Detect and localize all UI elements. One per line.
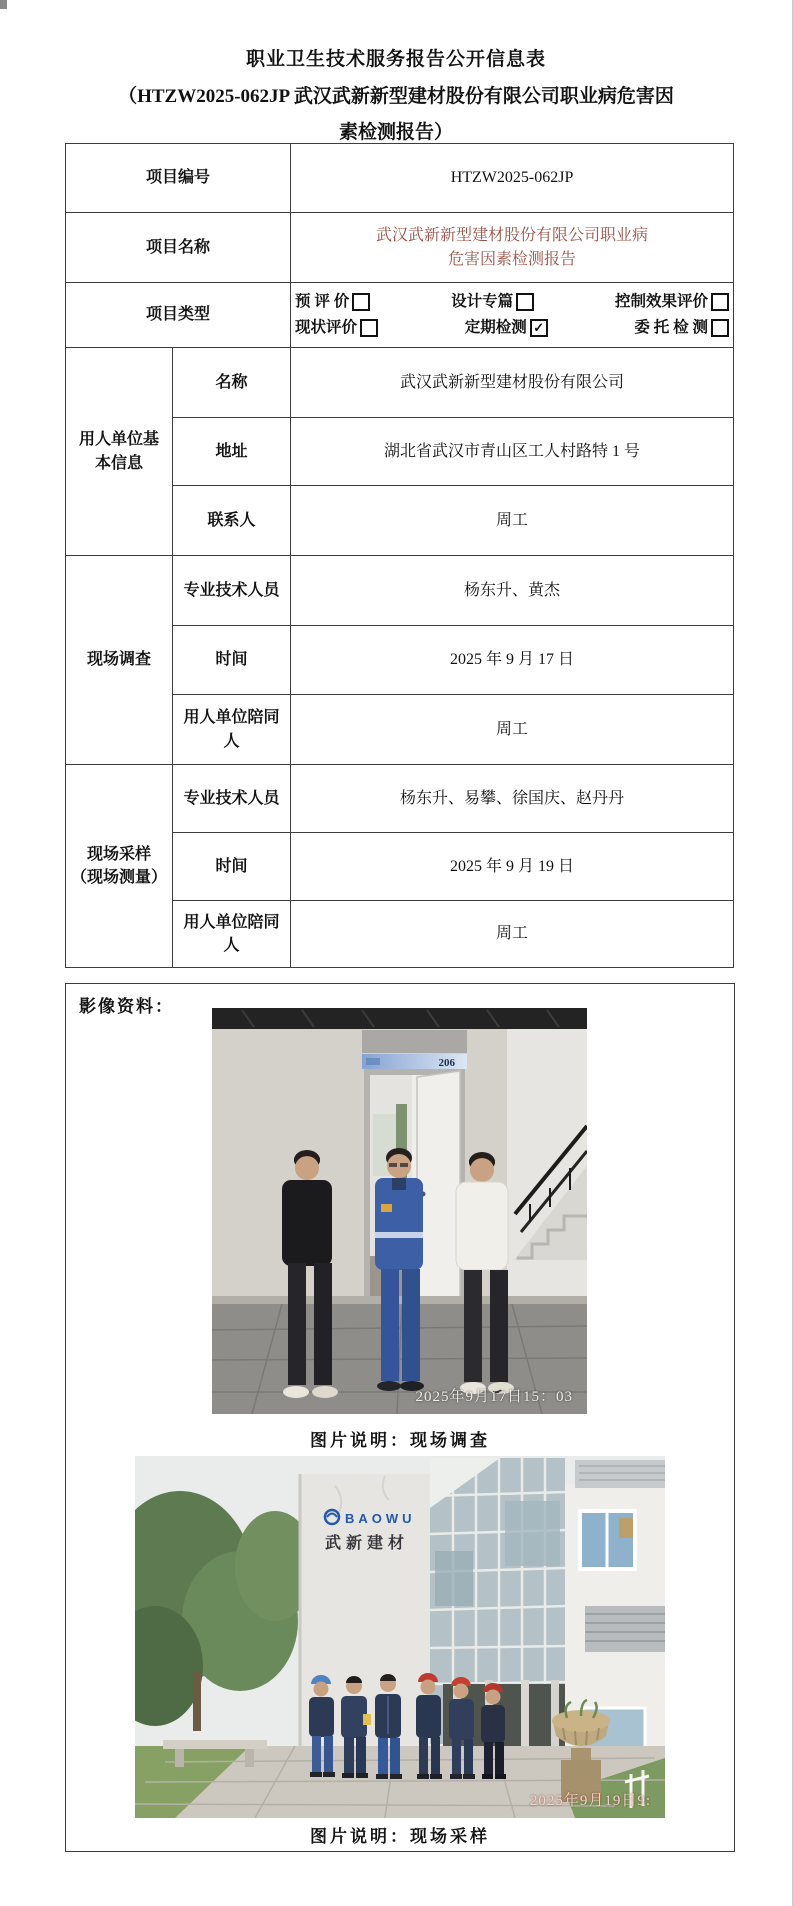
- checkbox-checked: ✓: [530, 319, 548, 337]
- project-name-line2: 危害因素检测报告: [448, 250, 577, 268]
- sampling-staff-label: 专业技术人员: [173, 765, 291, 833]
- employer-address-label: 地址: [173, 418, 291, 486]
- survey-escort-label: 用人单位陪同人: [173, 695, 291, 765]
- type-options-line2: [295, 317, 729, 339]
- sampling-staff-value: 杨东升、易攀、徐国庆、赵丹丹: [291, 765, 734, 833]
- employer-section-label: 用人单位基 本信息: [66, 348, 173, 556]
- project-name-label: 项目名称: [66, 213, 291, 283]
- project-type-label: 项目类型: [66, 283, 291, 348]
- photo-caption-sampling: 图片说明：现场采样: [310, 1827, 490, 1846]
- checkbox-unchecked: [711, 319, 729, 337]
- photo-scene-outdoor: [135, 1456, 665, 1818]
- employer-name-label: 名称: [173, 348, 291, 418]
- site-photo-sampling: [135, 1456, 665, 1818]
- baowu-logo-text: BAOWU: [345, 1511, 416, 1526]
- project-no-value: HTZW2025-062JP: [291, 144, 734, 213]
- type-option: 委 托 检 测: [634, 317, 729, 339]
- room-number-text: 206: [438, 1057, 455, 1069]
- scan-artifact: [0, 0, 7, 9]
- sampling-time-label: 时间: [173, 833, 291, 901]
- survey-time-value: 2025 年 9 月 17 日: [291, 626, 734, 695]
- table-row: [66, 348, 734, 418]
- employer-address-value: 湖北省武汉市青山区工人村路特 1 号: [291, 418, 734, 486]
- type-option: 现状评价: [295, 317, 378, 339]
- media-section: [65, 983, 735, 1852]
- ceiling: [212, 1008, 587, 1029]
- project-name-line1: 武汉武新新型建材股份有限公司职业病: [376, 227, 649, 245]
- report-info-table: [65, 143, 734, 968]
- sampling-escort-label: 用人单位陪同人: [173, 901, 291, 968]
- site-photo-survey: [212, 1008, 587, 1414]
- table-row: [66, 213, 734, 283]
- building-name-text: 武新建材: [325, 1535, 410, 1552]
- type-option: 控制效果评价: [615, 291, 729, 313]
- type-option: 预 评 价: [295, 291, 370, 313]
- table-row: [66, 144, 734, 213]
- survey-staff-label: 专业技术人员: [173, 556, 291, 626]
- checkbox-unchecked: [711, 293, 729, 311]
- table-row: [66, 556, 734, 626]
- sampling-escort-value: 周工: [291, 901, 734, 968]
- survey-escort-value: 周工: [291, 695, 734, 765]
- page-title: 职业卫生技术服务报告公开信息表: [245, 49, 546, 70]
- page-subtitle-line1: （HTZW2025-062JP 武汉武新新型建材股份有限公司职业病危害因: [118, 86, 674, 107]
- project-no-label: 项目编号: [66, 144, 291, 213]
- employer-name-value: 武汉武新新型建材股份有限公司: [291, 348, 734, 418]
- photo-timestamp: 2025年9月19日9:: [529, 1793, 651, 1809]
- survey-time-label: 时间: [173, 626, 291, 695]
- checkbox-unchecked: [360, 319, 378, 337]
- employer-contact-value: 周工: [291, 486, 734, 556]
- photo-timestamp: 2025年9月17日15：03: [415, 1389, 573, 1405]
- photo-scene-indoor: [212, 1008, 587, 1414]
- table-row: [66, 283, 734, 348]
- project-name-value: [291, 213, 734, 283]
- checkbox-unchecked: [352, 293, 370, 311]
- type-options-line1: [295, 291, 729, 313]
- survey-section-label: 现场调查: [66, 556, 173, 765]
- employer-contact-label: 联系人: [173, 486, 291, 556]
- survey-staff-value: 杨东升、黄杰: [291, 556, 734, 626]
- checkbox-unchecked: [516, 293, 534, 311]
- project-type-value: [291, 283, 734, 348]
- table-row: [66, 765, 734, 833]
- type-option: 定期检测 ✓: [465, 317, 548, 339]
- sampling-time-value: 2025 年 9 月 19 日: [291, 833, 734, 901]
- photo-caption-survey: 图片说明：现场调查: [310, 1431, 490, 1450]
- open-door: [417, 1071, 460, 1307]
- sampling-section-label: 现场采样 （现场测量）: [66, 765, 173, 968]
- type-option: 设计专篇: [451, 291, 534, 313]
- media-label: 影像资料：: [79, 997, 174, 1016]
- page-subtitle-line2: 素检测报告）: [338, 122, 453, 143]
